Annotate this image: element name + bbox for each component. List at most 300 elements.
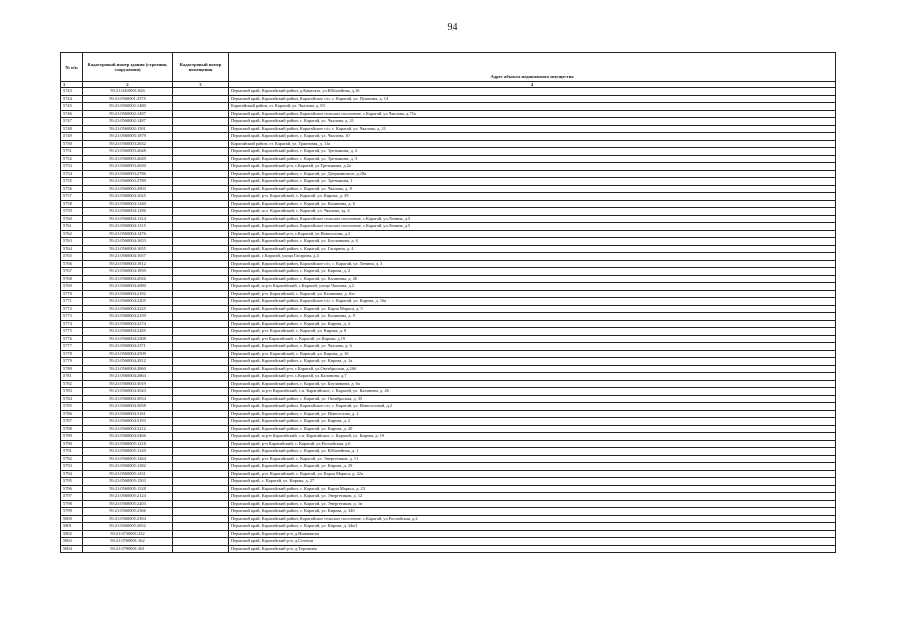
room-cadastral-number	[173, 185, 229, 193]
room-cadastral-number	[173, 425, 229, 433]
row-number: 5800	[61, 515, 83, 523]
row-number: 5779	[61, 358, 83, 366]
property-address: Карагайский район, ст. Карагай, ул. Трактовая, д. 11а	[229, 140, 836, 148]
building-cadastral-number: 59:21:0560004:2308	[83, 335, 173, 343]
property-address: Пермский край, Карагайский район, с. Карагай, ул. Новоселова, д. 2	[229, 410, 836, 418]
row-number: 5755	[61, 178, 83, 186]
property-address: Пермский край, Карагайский район, с. Карагай, ул. Кирова, д. 2	[229, 268, 836, 276]
table-row	[61, 440, 836, 448]
table-row	[61, 268, 836, 276]
table-row	[61, 178, 836, 186]
property-address: Пермский край, р-н. Карагайский, с. Карагай, ул. Энергетиков, д. 11	[229, 455, 836, 463]
property-address: Карагайский район, ст. Карагай, ул. Чкалова, д. 83	[229, 103, 836, 111]
room-cadastral-number	[173, 133, 229, 141]
room-cadastral-number	[173, 268, 229, 276]
room-cadastral-number	[173, 178, 229, 186]
table-row	[61, 478, 836, 486]
room-cadastral-number	[173, 463, 229, 471]
building-cadastral-number: 59:21:0560003:2903	[83, 185, 173, 193]
row-number: 5746	[61, 110, 83, 118]
table-row	[61, 290, 836, 298]
table-row	[61, 275, 836, 283]
building-cadastral-number: 59:21:0560003:2786	[83, 170, 173, 178]
row-number: 5764	[61, 245, 83, 253]
property-address: Пермский край, Карагайский район, с. Карагай, ул. Чкалова, 10	[229, 133, 836, 141]
property-address: Пермский край, м.р-н Карагайский, с.п. Карагайское, с. Карагай, ул. Калинина, д. 26	[229, 388, 836, 396]
room-cadastral-number	[173, 328, 229, 336]
table-row	[61, 425, 836, 433]
table-row	[61, 395, 836, 403]
property-address: Пермский край, Карагайский район, с. Карагай, ул. Гагарина, д. 4	[229, 245, 836, 253]
property-address: Пермский край, Карагайский р-н, д.Нижняяска	[229, 530, 836, 538]
table-row	[61, 125, 836, 133]
room-cadastral-number	[173, 433, 229, 441]
column-number: 4	[229, 82, 836, 88]
table-row	[61, 433, 836, 441]
room-cadastral-number	[173, 530, 229, 538]
building-cadastral-number: 59:21:0560003:2649	[83, 155, 173, 163]
room-cadastral-number	[173, 418, 229, 426]
building-cadastral-number: 59:21:0560001:2575	[83, 95, 173, 103]
row-number: 5767	[61, 268, 83, 276]
property-address: Пермский край, Карагайский район, с. Карагай, ул. Третьякова, 1	[229, 178, 836, 186]
property-address: Пермский край, Карагайский район, Карагайское с/п, с. Карагай, ул. Кирова, д. 16а	[229, 298, 836, 306]
row-number: 5760	[61, 215, 83, 223]
row-number: 5749	[61, 133, 83, 141]
row-number: 5774	[61, 320, 83, 328]
building-cadastral-number: 59:21:0560004:2812	[83, 358, 173, 366]
building-cadastral-number: 59:21:0560004:2205	[83, 298, 173, 306]
property-address: Пермский край, Карагайский район, с. Карагай, ул. Кирова, д. 20	[229, 425, 836, 433]
property-address: Пермский край, Карагайский район, с. Карагай, ул. Кирова, д. 2	[229, 418, 836, 426]
table-row	[61, 538, 836, 546]
building-cadastral-number: 59:21:0560004:3058	[83, 403, 173, 411]
row-number: 5768	[61, 275, 83, 283]
room-cadastral-number	[173, 320, 229, 328]
building-cadastral-number: 59:21:0560004:2225	[83, 305, 173, 313]
room-cadastral-number	[173, 440, 229, 448]
row-number: 5745	[61, 103, 83, 111]
table-row	[61, 283, 836, 291]
property-address: Пермский край, Карагайский район, с. Карагай, ул. Калинина, д. 6	[229, 200, 836, 208]
table-row	[61, 545, 836, 553]
table-row	[61, 365, 836, 373]
property-address: Пермский край, Карагайский район, с. Карагай, ул. Калинина, д. 26	[229, 275, 836, 283]
property-address: Пермский край, Карагайский район, с. Карагай, ул. Энергетиков, д. 1в	[229, 500, 836, 508]
room-cadastral-number	[173, 110, 229, 118]
row-number: 5788	[61, 425, 83, 433]
property-address: Пермский край, Карагайский район, Карагайское сельское поселение, с.Карагай, ул.Ленина, д.5	[229, 215, 836, 223]
room-cadastral-number	[173, 260, 229, 268]
property-address: Пермский край, Карагайский район, Карагайское сельское поселение, с.Карагай, ул.Чкалова, д.75а	[229, 110, 836, 118]
property-address: Пермский край, Карагайский район, с. Карагай, ул. Третьякова, д. 2	[229, 148, 836, 156]
building-cadastral-number: 59:21:0560005:2652	[83, 523, 173, 531]
row-number: 5796	[61, 485, 83, 493]
building-cadastral-number: 59:21:0560004:2192	[83, 290, 173, 298]
row-number: 5803	[61, 538, 83, 546]
table-row	[61, 463, 836, 471]
property-address: Пермский край, Карагайский р-н, д.Селеши	[229, 538, 836, 546]
room-cadastral-number	[173, 380, 229, 388]
building-cadastral-number: 59:21:0560005:1320	[83, 448, 173, 456]
property-address: Пермский край, р-н Карагайский, с. Карагай, ул.Российская, д.6	[229, 440, 836, 448]
row-number: 5790	[61, 440, 83, 448]
building-cadastral-number: 59:21:0560004:3054	[83, 395, 173, 403]
row-number: 5758	[61, 200, 83, 208]
property-address: Пермский край, Карагайский район, с. Карагай, ул. Чкалова, д. 6	[229, 343, 836, 351]
room-cadastral-number	[173, 193, 229, 201]
building-cadastral-number: 59:21:0560004:2509	[83, 350, 173, 358]
property-address: Пермский край, Карагайский р-н, с.Карагай, ул.Третьякова, д.2а	[229, 163, 836, 171]
building-cadastral-number: 59:21:0560004:1655	[83, 245, 173, 253]
table-row	[61, 140, 836, 148]
row-number: 5778	[61, 350, 83, 358]
room-cadastral-number	[173, 305, 229, 313]
table-row	[61, 448, 836, 456]
property-address: Пермский край, Карагайский район, с. Карагай, ул. Кирова, д. 34б	[229, 508, 836, 516]
property-address: Пермский край, Карагайский район, с. Карагай, ул. Боучанкова, д. 6а	[229, 380, 836, 388]
table-row	[61, 485, 836, 493]
property-address: Пермский край, Карагайский район, Карагайское с/п, с. Карагай, ул. Пушкина, д. 14	[229, 95, 836, 103]
room-cadastral-number	[173, 365, 229, 373]
building-cadastral-number: 59:21:0760001:162	[83, 538, 173, 546]
property-address: Пермский край, Карагайский район, Карагайское с/п, с. Карагай, ул. Новоселовой, д.2	[229, 403, 836, 411]
row-number: 5798	[61, 500, 83, 508]
table-header-row	[61, 53, 836, 82]
room-cadastral-number	[173, 125, 229, 133]
row-number: 5783	[61, 388, 83, 396]
row-number: 5776	[61, 335, 83, 343]
table-row	[61, 148, 836, 156]
room-cadastral-number	[173, 283, 229, 291]
room-cadastral-number	[173, 335, 229, 343]
building-cadastral-number: 59:21:0560004:1657	[83, 253, 173, 261]
row-number: 5754	[61, 170, 83, 178]
table-row	[61, 103, 836, 111]
building-cadastral-number: 59:21:0560004:2080	[83, 283, 173, 291]
row-number: 5792	[61, 455, 83, 463]
property-address: Пермский край, с.Карагай, улица Гагарина, д.4	[229, 253, 836, 261]
row-number: 5748	[61, 125, 83, 133]
table-row	[61, 313, 836, 321]
table-row	[61, 455, 836, 463]
property-address: Пермский край, р-н. Карагайский, с. Карагай, ул. Кирова, д. 39	[229, 193, 836, 201]
room-cadastral-number	[173, 470, 229, 478]
row-number: 5766	[61, 260, 83, 268]
row-number: 5753	[61, 163, 83, 171]
property-address: Пермский край, р-н. Карагайский, с. Карагай, ул. Калинина, д. 6/и	[229, 290, 836, 298]
row-number: 5780	[61, 365, 83, 373]
property-address: Пермский край, с. Карагай, ул. Кирова, д. 27	[229, 478, 836, 486]
row-number: 5770	[61, 290, 83, 298]
table-row	[61, 403, 836, 411]
property-address: Пермский край, Карагайский р-н, д.Терешино	[229, 545, 836, 553]
building-cadastral-number: 59:21:0410001:826	[83, 88, 173, 96]
building-cadastral-number: 59:21:0560005:1431	[83, 470, 173, 478]
property-address: Пермский край, р-н. Карагайский, с. Карагай, ул. Карла Маркса, д. 22а	[229, 470, 836, 478]
header-no: № п/п	[61, 53, 83, 82]
building-cadastral-number: 59:21:0560005:1503	[83, 478, 173, 486]
row-number: 5775	[61, 328, 83, 336]
row-number: 5769	[61, 283, 83, 291]
table-row	[61, 88, 836, 96]
row-number: 5757	[61, 193, 83, 201]
row-number: 5786	[61, 410, 83, 418]
room-cadastral-number	[173, 200, 229, 208]
table-row	[61, 388, 836, 396]
building-cadastral-number: 59:21:0780001:361	[83, 545, 173, 553]
property-address: Пермский край, Карагайский район, с. Карагай, ул. Третьякова, д. 3	[229, 155, 836, 163]
building-cadastral-number: 59:21:0560004:2274	[83, 320, 173, 328]
building-cadastral-number: 59:21:0560004:3193	[83, 418, 173, 426]
row-number: 5801	[61, 523, 83, 531]
property-registry-table	[60, 52, 836, 553]
page-number: 94	[447, 22, 458, 33]
building-cadastral-number: 59:21:0560004:1653	[83, 238, 173, 246]
row-number: 5747	[61, 118, 83, 126]
table-row	[61, 500, 836, 508]
building-cadastral-number: 59:21:0560004:3043	[83, 388, 173, 396]
room-cadastral-number	[173, 403, 229, 411]
row-number: 5777	[61, 343, 83, 351]
row-number: 5793	[61, 463, 83, 471]
row-number: 5802	[61, 530, 83, 538]
property-address: Пермский край, Карагайский район, Карагайское с/п, с. Карагай, ул. Чкалова, д. 21	[229, 125, 836, 133]
row-number: 5750	[61, 140, 83, 148]
row-number: 5765	[61, 253, 83, 261]
room-cadastral-number	[173, 313, 229, 321]
row-number: 5784	[61, 395, 83, 403]
row-number: 5763	[61, 238, 83, 246]
property-address: Пермский край, м.р-н Карагайский, с.п. Карагайское, с. Карагай, ул. Кирова, д. 19	[229, 433, 836, 441]
table-row	[61, 223, 836, 231]
column-number: 1	[61, 82, 83, 88]
table-row	[61, 410, 836, 418]
row-number: 5772	[61, 305, 83, 313]
room-cadastral-number	[173, 95, 229, 103]
table-row	[61, 380, 836, 388]
room-cadastral-number	[173, 230, 229, 238]
property-address: Пермский край, Карагайский район, с. Карагай, ул. Юбилейная, д. 1	[229, 448, 836, 456]
room-cadastral-number	[173, 545, 229, 553]
building-cadastral-number: 59:21:0560004:2860	[83, 365, 173, 373]
property-address: Пермский край, р-н Карагайский, с. Карагай, ул.Кирова, д.19	[229, 335, 836, 343]
table-row	[61, 95, 836, 103]
row-number: 5751	[61, 148, 83, 156]
building-cadastral-number: 59:21:0560004:2864	[83, 373, 173, 381]
building-cadastral-number: 59:21:0560005:2203	[83, 500, 173, 508]
building-cadastral-number: 59:21:0560004:3466	[83, 433, 173, 441]
room-cadastral-number	[173, 215, 229, 223]
building-cadastral-number: 59:21:0560003:2650	[83, 163, 173, 171]
building-cadastral-number: 59:21:0560004:3161	[83, 410, 173, 418]
row-number: 5756	[61, 185, 83, 193]
building-cadastral-number: 59:21:0560004:3212	[83, 425, 173, 433]
row-number: 5795	[61, 478, 83, 486]
room-cadastral-number	[173, 155, 229, 163]
building-cadastral-number: 59:21:0560004:1025	[83, 193, 173, 201]
room-cadastral-number	[173, 170, 229, 178]
table-row	[61, 335, 836, 343]
header-kadastr-room: Кадастровый номер помещения	[173, 53, 229, 82]
building-cadastral-number: 59:21:0560004:3019	[83, 380, 173, 388]
property-address: Пермский край, Карагайский район, с. Карагай, ул. Кирова, д. 1а	[229, 358, 836, 366]
table-row	[61, 320, 836, 328]
table-row	[61, 208, 836, 216]
room-cadastral-number	[173, 118, 229, 126]
table-row	[61, 470, 836, 478]
column-number: 3	[173, 82, 229, 88]
table-row	[61, 418, 836, 426]
building-cadastral-number: 59:21:0560004:1314	[83, 215, 173, 223]
room-cadastral-number	[173, 373, 229, 381]
table-row	[61, 515, 836, 523]
row-number: 5799	[61, 508, 83, 516]
row-number: 5761	[61, 223, 83, 231]
room-cadastral-number	[173, 343, 229, 351]
building-cadastral-number: 59:21:0560003:1879	[83, 133, 173, 141]
table-row	[61, 155, 836, 163]
building-cadastral-number: 59:21:0560004:1240	[83, 200, 173, 208]
table-row	[61, 508, 836, 516]
property-address: Пермский край, Карагайский район, с. Карагай, ул. Карла Маркса, д. 23	[229, 485, 836, 493]
room-cadastral-number	[173, 523, 229, 531]
row-number: 5781	[61, 373, 83, 381]
room-cadastral-number	[173, 148, 229, 156]
table-row	[61, 530, 836, 538]
property-address: Пермский край, Карагайский район, с. Карагай, ул. Карла Маркса, д. 5	[229, 305, 836, 313]
table-row	[61, 350, 836, 358]
property-address: Пермский край, Карагайский район, Карагайское сельское поселение, с.Карагай, ул.Ленина, д.5	[229, 223, 836, 231]
row-number: 5797	[61, 493, 83, 501]
table-row	[61, 230, 836, 238]
property-address: Пермский край, Карагайский район, с. Карагай, ул. Кирова, д. 2	[229, 320, 836, 328]
room-cadastral-number	[173, 493, 229, 501]
property-address: Пермский край, Карагайский район, с. Карагай, ул. Чкалова, д. 8	[229, 185, 836, 193]
room-cadastral-number	[173, 253, 229, 261]
property-address: Пермский край, Карагайский район, с. Карагай, ул. Кирова, д. 29	[229, 463, 836, 471]
room-cadastral-number	[173, 538, 229, 546]
building-cadastral-number: 59:21:0560003:2632	[83, 140, 173, 148]
room-cadastral-number	[173, 478, 229, 486]
property-address: Пермский край, р-н. Карагайский, с. Карагай, ул. Кирова, д. 16	[229, 350, 836, 358]
property-address: Пермский край, м.р-н Карагайский, с.Карагай, улица Чкалова, д.2	[229, 283, 836, 291]
building-cadastral-number: 59:21:0560004:1850	[83, 268, 173, 276]
building-cadastral-number: 59:21:0560005:1264	[83, 455, 173, 463]
building-cadastral-number: 59:21:0560004:2285	[83, 328, 173, 336]
table-row	[61, 200, 836, 208]
table-row	[61, 110, 836, 118]
room-cadastral-number	[173, 238, 229, 246]
table-row	[61, 238, 836, 246]
row-number: 5785	[61, 403, 83, 411]
building-cadastral-number: 59:21:0560002:1480	[83, 103, 173, 111]
row-number: 5752	[61, 155, 83, 163]
table-row	[61, 305, 836, 313]
row-number: 5804	[61, 545, 83, 553]
property-address: Пермский край, Карагайский район, с. Карагай, ул. Кирова, д. 34в/1	[229, 523, 836, 531]
table-row	[61, 328, 836, 336]
property-address: Пермский край, Карагайский район, д.Капасята, ул.Юбилейная, д.16	[229, 88, 836, 96]
building-cadastral-number: 59:21:0730001:232	[83, 530, 173, 538]
room-cadastral-number	[173, 88, 229, 96]
building-cadastral-number: 59:21:0560002:1487	[83, 118, 173, 126]
building-cadastral-number: 59:21:0560005:1218	[83, 440, 173, 448]
property-address: Пермский край, Карагайский р-н, с.Карагай, ул.Новоселова, д.2	[229, 230, 836, 238]
room-cadastral-number	[173, 298, 229, 306]
property-address: Пермский край, м.о. Карагайский, с. Карагай, ул. Чкалова, зд. 4	[229, 208, 836, 216]
room-cadastral-number	[173, 290, 229, 298]
column-number: 2	[83, 82, 173, 88]
room-cadastral-number	[173, 395, 229, 403]
property-address: Пермский край, Карагайский р-н, с.Карагай, ул.Калинина, д.7	[229, 373, 836, 381]
row-number: 5744	[61, 95, 83, 103]
table-row	[61, 373, 836, 381]
building-cadastral-number: 59:21:0560004:1315	[83, 223, 173, 231]
room-cadastral-number	[173, 358, 229, 366]
property-address: Пермский край, Карагайский р-н, с.Карагай, ул.Октябрьская, д.26б	[229, 365, 836, 373]
row-number: 5789	[61, 433, 83, 441]
table-row	[61, 163, 836, 171]
row-number: 5791	[61, 448, 83, 456]
room-cadastral-number	[173, 455, 229, 463]
row-number: 5782	[61, 380, 83, 388]
room-cadastral-number	[173, 410, 229, 418]
building-cadastral-number: 59:21:0560005:1528	[83, 485, 173, 493]
table-row	[61, 185, 836, 193]
property-address: Пермский край, Карагайский район, с. Карагай, ул. Октябрьская, д. 35	[229, 395, 836, 403]
room-cadastral-number	[173, 223, 229, 231]
property-address: Пермский край, Карагайский район, Карагайское сельское поселение, с.Карагай, ул.Российская, д.2	[229, 515, 836, 523]
row-number: 5794	[61, 470, 83, 478]
property-address: Пермский край, р-н. Карагайский, с. Карагай, ул. Кирова, д. 8	[229, 328, 836, 336]
table-row	[61, 118, 836, 126]
table-row	[61, 253, 836, 261]
property-address: Пермский край, Карагайский район, с. Карагай, ул. Боучанкова, д. 6	[229, 238, 836, 246]
row-number: 5759	[61, 208, 83, 216]
property-address: Пермский край, Карагайский район, с. Карагай, ул. Дзержинского, д.18а	[229, 170, 836, 178]
table-row	[61, 133, 836, 141]
building-cadastral-number: 59:21:0560004:2371	[83, 343, 173, 351]
building-cadastral-number: 59:21:0560005:2366	[83, 508, 173, 516]
table-row	[61, 260, 836, 268]
room-cadastral-number	[173, 448, 229, 456]
table-row	[61, 193, 836, 201]
room-cadastral-number	[173, 140, 229, 148]
property-address: Пермский край, Карагайский район, с. Карагай, ул. Чкалова, д. 21	[229, 118, 836, 126]
table-row	[61, 245, 836, 253]
table-row	[61, 298, 836, 306]
header-kadastr-building: Кадастровый номер здания (строения, сооружения)	[83, 53, 173, 82]
table-row	[61, 215, 836, 223]
table-row	[61, 170, 836, 178]
building-cadastral-number: 59:21:0560004:1296	[83, 208, 173, 216]
building-cadastral-number: 59:21:0560005:2394	[83, 515, 173, 523]
room-cadastral-number	[173, 103, 229, 111]
room-cadastral-number	[173, 388, 229, 396]
property-address: Пермский край, Карагайский район, с. Карагай, ул. Энергетиков, д. 12	[229, 493, 836, 501]
building-cadastral-number: 59:21:0560004:1812	[83, 260, 173, 268]
building-cadastral-number: 59:21:0560004:2259	[83, 313, 173, 321]
room-cadastral-number	[173, 508, 229, 516]
row-number: 5771	[61, 298, 83, 306]
building-cadastral-number: 59:21:0560003:2789	[83, 178, 173, 186]
room-cadastral-number	[173, 245, 229, 253]
table-row	[61, 493, 836, 501]
building-cadastral-number: 59:21:0560004:2026	[83, 275, 173, 283]
room-cadastral-number	[173, 350, 229, 358]
row-number: 5787	[61, 418, 83, 426]
